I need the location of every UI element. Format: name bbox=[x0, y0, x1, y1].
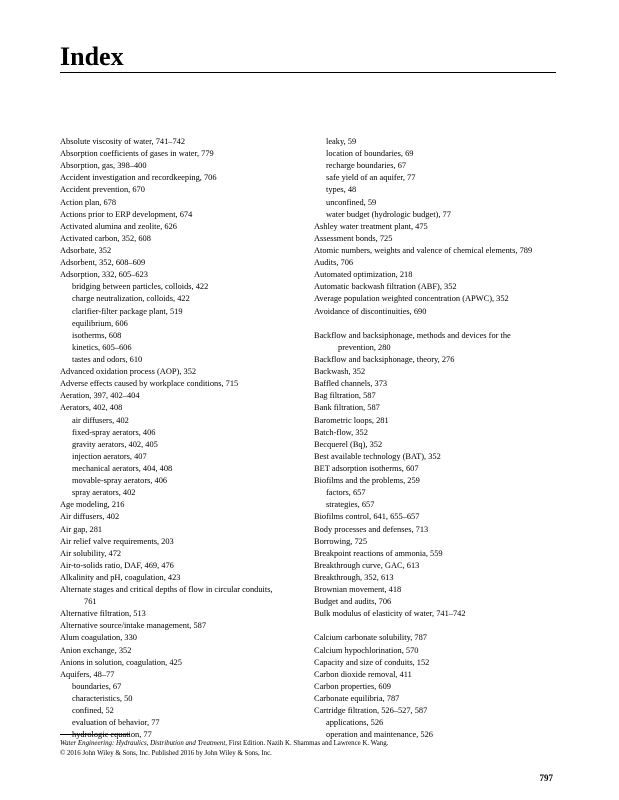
edition-authors: , First Edition. Nazih K. Shammas and Lawrence K. Wang. bbox=[225, 740, 389, 747]
index-entry: Avoidance of discontinuities, 690 bbox=[314, 306, 427, 316]
index-entry: Carbonate equilibria, 787 bbox=[314, 694, 400, 704]
index-subentry: strategies, 657 bbox=[326, 500, 375, 510]
index-entry: Absorption, gas, 398–400 bbox=[60, 161, 147, 171]
index-entry: Air diffusers, 402 bbox=[60, 512, 120, 522]
index-entry: Bulk modulus of elasticity of water, 741–742 bbox=[314, 609, 466, 619]
index-entry: Age modeling, 216 bbox=[60, 500, 125, 510]
index-column-right bbox=[314, 136, 564, 741]
index-subentry: recharge boundaries, 67 bbox=[326, 161, 407, 171]
index-entry: Absorption coefficients of gases in water, 779 bbox=[60, 149, 214, 159]
index-subentry: kinetics, 605–606 bbox=[72, 342, 132, 352]
index-entry: Aquifers, 48–77 bbox=[60, 669, 115, 679]
index-subentry: 761 bbox=[84, 597, 97, 607]
index-entry: Alkalinity and pH, coagulation, 423 bbox=[60, 572, 181, 582]
index-entry: Aerators, 402, 408 bbox=[60, 403, 123, 413]
index-entry: Barometric loops, 281 bbox=[314, 415, 389, 425]
index-entry: Adverse effects caused by workplace conditions, 715 bbox=[60, 379, 239, 389]
index-subentry: safe yield of an aquifer, 77 bbox=[326, 173, 416, 183]
index-entry: Alternative filtration, 513 bbox=[60, 609, 146, 619]
index-entry: Accident prevention, 670 bbox=[60, 185, 145, 195]
index-entry: Anions in solution, coagulation, 425 bbox=[60, 657, 182, 667]
page-title: Index bbox=[60, 42, 124, 71]
index-entry: Backflow and backsiphonage, theory, 276 bbox=[314, 354, 455, 364]
index-subentry: water budget (hydrologic budget), 77 bbox=[326, 209, 451, 219]
index-subentry: mechanical aerators, 404, 408 bbox=[72, 463, 173, 473]
index-entry: Body processes and defenses, 713 bbox=[314, 524, 429, 534]
index-subentry: movable-spray aerators, 406 bbox=[72, 476, 168, 486]
index-subentry: fixed-spray aerators, 406 bbox=[72, 427, 156, 437]
index-entry: Budget and audits, 706 bbox=[314, 597, 392, 607]
index-subentry: location of boundaries, 69 bbox=[326, 149, 414, 159]
index-entry: Air gap, 281 bbox=[60, 524, 103, 534]
index-subentry: prevention, 280 bbox=[338, 342, 391, 352]
index-entry: Carbon dioxide removal, 411 bbox=[314, 669, 412, 679]
index-subentry: bridging between particles, colloids, 422 bbox=[72, 282, 209, 292]
book-title: Water Engineering: Hydraulics, Distribution and Treatment bbox=[60, 740, 226, 747]
index-subentry: factors, 657 bbox=[326, 488, 366, 498]
index-entry: Air relief valve requirements, 203 bbox=[60, 536, 174, 546]
index-subentry: unconfined, 59 bbox=[326, 197, 377, 207]
index-entry: Adsorbate, 352 bbox=[60, 245, 112, 255]
index-entry: Carbon properties, 609 bbox=[314, 681, 391, 691]
index-entry: Backflow and backsiphonage, methods and devices for the bbox=[314, 330, 511, 340]
index-subentry: boundaries, 67 bbox=[72, 681, 122, 691]
index-entry: Alternative source/intake management, 587 bbox=[60, 621, 207, 631]
index-entry: Activated carbon, 352, 608 bbox=[60, 233, 151, 243]
index-subentry: equilibrium, 606 bbox=[72, 318, 128, 328]
index-subentry: characteristics, 50 bbox=[72, 694, 133, 704]
index-entry: Calcium carbonate solubility, 787 bbox=[314, 633, 427, 643]
index-entry: Automated optimization, 218 bbox=[314, 270, 413, 280]
index-subentry: tastes and odors, 610 bbox=[72, 354, 143, 364]
index-entry: Best available technology (BAT), 352 bbox=[314, 451, 441, 461]
index-entry: Average population weighted concentration (APWC), 352 bbox=[314, 294, 509, 304]
index-subentry: isotherms, 608 bbox=[72, 330, 122, 340]
index-entry: Anion exchange, 352 bbox=[60, 645, 132, 655]
index-entry: Backwash, 352 bbox=[314, 367, 366, 377]
index-entry: Ashley water treatment plant, 475 bbox=[314, 221, 428, 231]
index-subentry: air diffusers, 402 bbox=[72, 415, 129, 425]
index-subentry: charge neutralization, colloids, 422 bbox=[72, 294, 190, 304]
index-entry: Baffled channels, 373 bbox=[314, 379, 388, 389]
index-entry: Adsorption, 332, 605–623 bbox=[60, 270, 148, 280]
index-entry: Brownian movement, 418 bbox=[314, 585, 402, 595]
index-entry: Action plan, 678 bbox=[60, 197, 117, 207]
index-entry: Air solubility, 472 bbox=[60, 548, 122, 558]
index-entry: Audits, 706 bbox=[314, 258, 354, 268]
footnote-rule bbox=[60, 734, 130, 735]
index-entry: Calcium hypochlorination, 570 bbox=[314, 645, 419, 655]
index-entry: Becquerel (Bq), 352 bbox=[314, 439, 383, 449]
index-entry: Atomic numbers, weights and valence of chemical elements, 789 bbox=[314, 245, 533, 255]
index-subentry: confined, 52 bbox=[72, 706, 114, 716]
index-entry: Capacity and size of conduits, 152 bbox=[314, 657, 430, 667]
index-entry: Biofilms and the problems, 259 bbox=[314, 476, 420, 486]
footnote bbox=[60, 739, 388, 759]
index-entry: Bag filtration, 587 bbox=[314, 391, 376, 401]
footnote-line-1 bbox=[60, 739, 388, 749]
index-subentry: spray aerators, 402 bbox=[72, 488, 136, 498]
index-entry: Bank filtration, 587 bbox=[314, 403, 380, 413]
section-gap bbox=[314, 620, 564, 632]
index-entry: Assessment bonds, 725 bbox=[314, 233, 393, 243]
index-entry: Cartridge filtration, 526–527, 587 bbox=[314, 706, 428, 716]
page-number: 797 bbox=[539, 773, 553, 783]
section-gap bbox=[314, 318, 564, 330]
index-entry: Breakthrough curve, GAC, 613 bbox=[314, 560, 420, 570]
index-entry: Alum coagulation, 330 bbox=[60, 633, 137, 643]
index-entry: Biofilms control, 641, 655–657 bbox=[314, 512, 420, 522]
index-entry: Aeration, 397, 402–404 bbox=[60, 391, 140, 401]
index-entry: Borrowing, 725 bbox=[314, 536, 368, 546]
index-subentry: gravity aerators, 402, 405 bbox=[72, 439, 158, 449]
index-subentry: clarifier-filter package plant, 519 bbox=[72, 306, 183, 316]
index-subentry: applications, 526 bbox=[326, 718, 384, 728]
index-entry: Accident investigation and recordkeeping, 706 bbox=[60, 173, 217, 183]
index-subentry: leaky, 59 bbox=[326, 137, 357, 146]
index-entry: Automatic backwash filtration (ABF), 352 bbox=[314, 282, 457, 292]
index-subentry: hydrologic equation, 77 bbox=[72, 730, 152, 740]
index-entry: Activated alumina and zeolite, 626 bbox=[60, 221, 177, 231]
footnote-copyright: © 2016 John Wiley & Sons, Inc. Published 2016 by John Wiley & Sons, Inc. bbox=[60, 750, 272, 757]
title-rule bbox=[60, 72, 556, 73]
index-subentry: injection aerators, 407 bbox=[72, 451, 147, 461]
index-entry: Batch-flow, 352 bbox=[314, 427, 368, 437]
index-entry: Absolute viscosity of water, 741–742 bbox=[60, 137, 186, 146]
index-entry: Advanced oxidation process (AOP), 352 bbox=[60, 367, 197, 377]
index-entry: Alternate stages and critical depths of flow in circular conduits, bbox=[60, 585, 273, 595]
index-entry: Breakpoint reactions of ammonia, 559 bbox=[314, 548, 443, 558]
index-subentry: types, 48 bbox=[326, 185, 357, 195]
index-entry: BET adsorption isotherms, 607 bbox=[314, 463, 419, 473]
index-subentry: operation and maintenance, 526 bbox=[326, 730, 433, 740]
index-entry: Adsorbent, 352, 608–609 bbox=[60, 258, 146, 268]
index-entry: Actions prior to ERP development, 674 bbox=[60, 209, 193, 219]
index-entry: Air-to-solids ratio, DAF, 469, 476 bbox=[60, 560, 174, 570]
index-column-left bbox=[60, 136, 310, 741]
index-subentry: evaluation of behavior, 77 bbox=[72, 718, 160, 728]
index-entry: Breakthrough, 352, 613 bbox=[314, 572, 394, 582]
